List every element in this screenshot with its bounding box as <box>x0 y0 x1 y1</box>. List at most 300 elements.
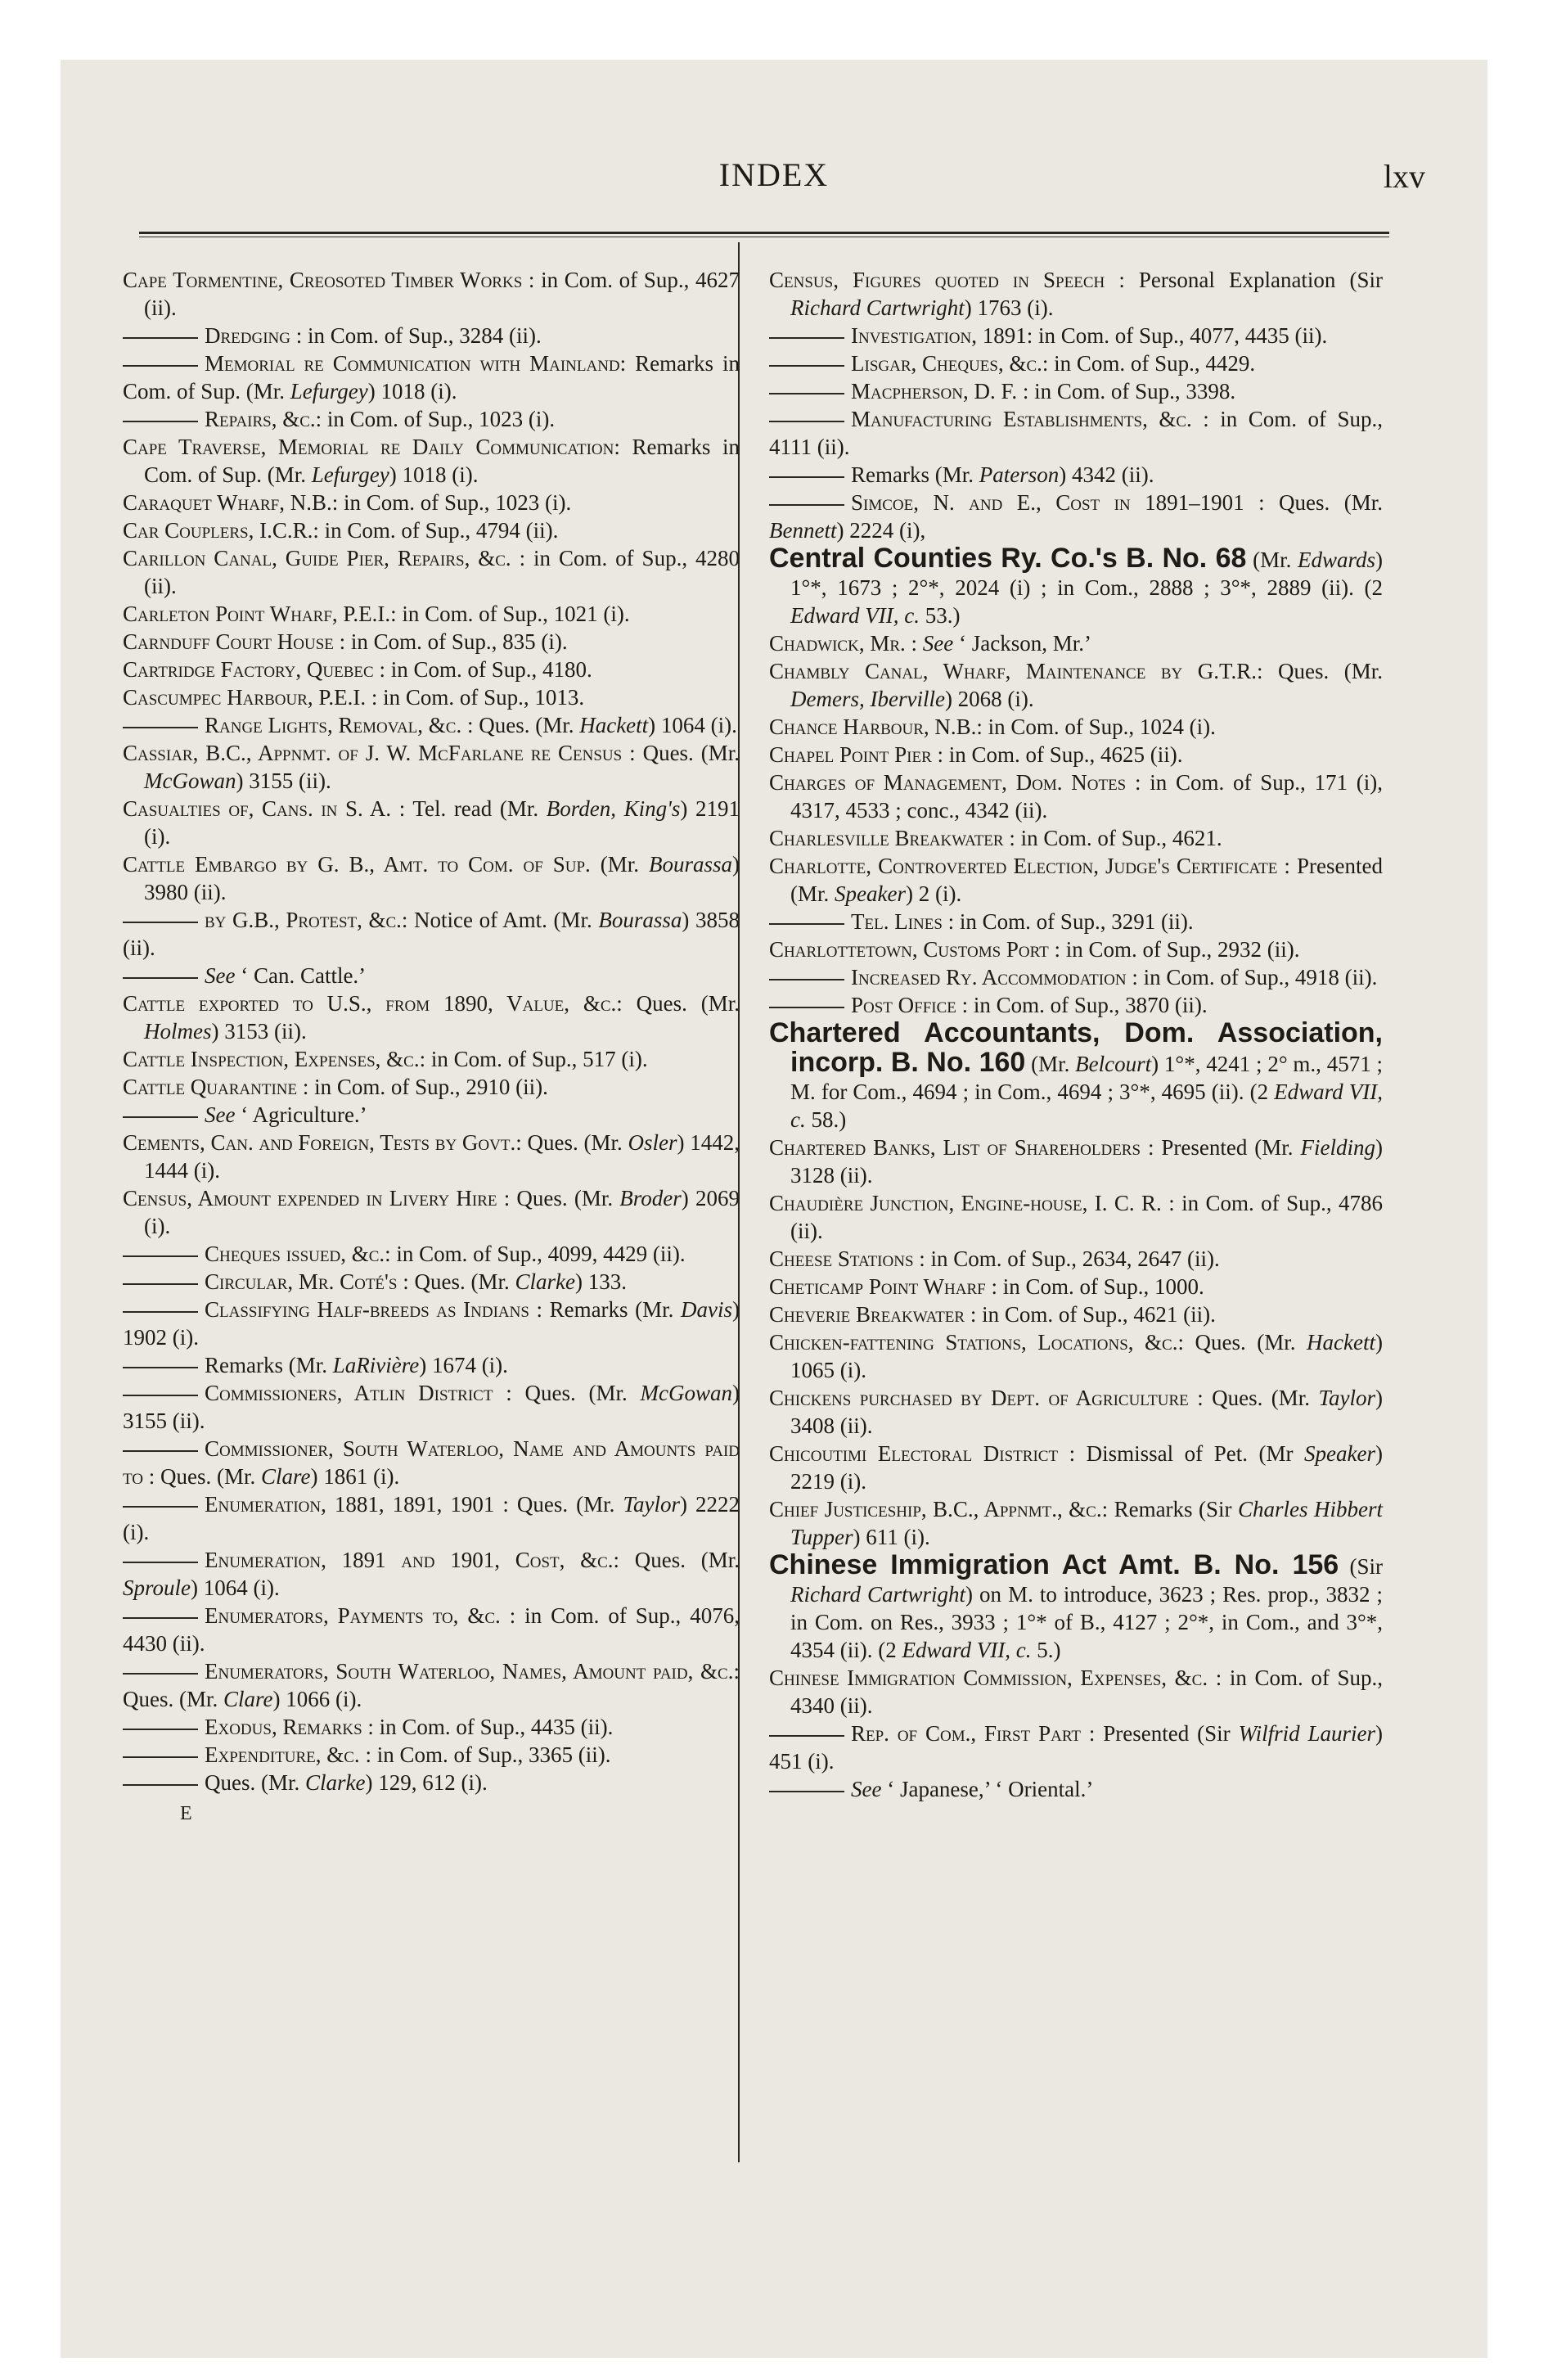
entry-name: See <box>851 1777 882 1801</box>
entry-text: : Presented (Mr. <box>790 854 1383 906</box>
repeat-dash <box>123 1784 198 1786</box>
entry-text: ) 1861 (i). <box>310 1464 400 1489</box>
entry-text: : Tel. read (Mr. <box>391 796 547 821</box>
bill-heading: Chinese Immigration Act Amt. B. No. 156 <box>769 1549 1339 1580</box>
entry-text: ) 1064 (i). <box>191 1575 280 1600</box>
entry-text: ) 1066 (i). <box>272 1687 362 1711</box>
entry-name: Richard Cartwright <box>790 295 965 320</box>
index-entry <box>123 544 740 600</box>
entry-name: Edward VII, c. <box>790 1080 1383 1132</box>
entry-heading: Macpherson, D. F. <box>851 379 1018 403</box>
entry-text: : Ques. (Mr. <box>497 1186 620 1210</box>
index-subentry <box>769 908 1383 935</box>
entry-heading: Carillon Canal, Guide Pier, Repairs, &c. <box>123 546 511 570</box>
entry-text: : Ques. (Mr. <box>515 1130 628 1155</box>
entry-text: 5.) <box>1031 1638 1061 1662</box>
entry-heading: Chinese Immigration Commission, Expenses, &c. <box>769 1666 1208 1690</box>
index-subentry <box>769 991 1383 1019</box>
index-entry <box>123 1073 740 1101</box>
index-entry <box>769 1300 1383 1328</box>
index-entry <box>123 1184 740 1240</box>
entry-text: ) 129, 612 (i). <box>365 1770 488 1795</box>
repeat-dash <box>123 1756 198 1758</box>
entry-text: : in Com. of Sup., 3291 (ii). <box>942 909 1194 934</box>
entry-text: : <box>905 631 923 656</box>
index-subentry <box>123 1769 740 1796</box>
entry-text: : in Com. of Sup., 2932 (ii). <box>1048 937 1300 962</box>
entry-text: : in Com. of Sup., 4621 (ii). <box>965 1302 1216 1327</box>
entry-text: : in Com. of Sup., 4077, 4435 (ii). <box>1026 323 1328 348</box>
entry-text: ‘ Can. Cattle.’ <box>235 963 367 988</box>
entry-text: : in Com. of Sup., 1024 (i). <box>976 714 1216 739</box>
entry-text: : Notice of Amt. (Mr. <box>401 908 599 932</box>
index-entry <box>769 713 1383 741</box>
entry-name: Broder <box>619 1186 682 1210</box>
entry-text: ) 3155 (ii). <box>236 769 331 793</box>
index-entry <box>769 1328 1383 1384</box>
entry-name: Edward VII, c. <box>790 603 920 628</box>
entry-heading: Tel. Lines <box>851 909 943 934</box>
entry-heading: Rep. of Com., First Part <box>851 1721 1081 1746</box>
entry-text: ) 133. <box>574 1269 627 1294</box>
page-title: INDEX <box>718 156 830 193</box>
entry-text: (Mr. <box>590 852 649 877</box>
entry-heading: Enumeration, 1891 and 1901, Cost, &c. <box>205 1548 614 1572</box>
repeat-dash <box>769 1791 844 1792</box>
repeat-dash <box>123 1729 198 1730</box>
entry-heading: Chicoutimi Electoral District <box>769 1441 1059 1466</box>
right-column <box>769 266 1383 1803</box>
entry-text: ) 3980 (ii). <box>144 852 740 904</box>
entry-text: : in Com. of Sup., 4429. <box>1042 351 1256 376</box>
entry-name: Holmes <box>144 1019 212 1044</box>
index-subentry <box>123 1268 740 1296</box>
entry-text: ) 2068 (i). <box>944 687 1034 711</box>
entry-heading: Dredging <box>205 323 290 348</box>
index-subentry <box>769 377 1383 405</box>
entry-name: Charles Hibbert Tupper <box>790 1497 1383 1549</box>
index-entry <box>769 1495 1383 1551</box>
index-entry <box>123 850 740 906</box>
entry-heading: Increased Ry. Accommodation <box>851 965 1127 989</box>
entry-text: : Ques. (Mr. <box>493 1381 641 1405</box>
entry-name: Clarke <box>305 1770 366 1795</box>
entry-text: : Ques. (Mr. <box>622 741 740 765</box>
entry-name: Demers, Iberville <box>790 687 945 711</box>
index-subentry <box>123 1379 740 1435</box>
entry-name: Speaker <box>1304 1441 1375 1466</box>
repeat-dash <box>769 1735 844 1737</box>
entry-name: Clarke <box>515 1269 575 1294</box>
entry-text: ) 3155 (ii). <box>123 1381 740 1433</box>
entry-heading: Carleton Point Wharf, P.E.I. <box>123 602 391 626</box>
entry-text: : in Com. of Sup., 2634, 2647 (ii). <box>913 1246 1220 1271</box>
entry-text: : Ques. (Mr. <box>1177 1330 1307 1355</box>
index-entry <box>769 852 1383 908</box>
index-entry <box>123 433 740 489</box>
entry-text: (Sir <box>1339 1554 1383 1579</box>
entry-name: Edwards <box>1298 548 1376 572</box>
index-subentry <box>123 322 740 349</box>
entry-text: : Dismissal of Pet. (Mr <box>1058 1441 1305 1466</box>
index-subentry <box>769 349 1383 377</box>
repeat-dash <box>123 922 198 923</box>
index-entry <box>769 935 1383 963</box>
index-subentry <box>123 1657 740 1713</box>
entry-text: : in Com. of Sup., 1000. <box>985 1274 1204 1299</box>
entry-name: Richard Cartwright <box>790 1582 966 1607</box>
index-entry <box>123 489 740 516</box>
entry-name: Fielding <box>1300 1135 1375 1160</box>
entry-name: Sproule <box>123 1575 191 1600</box>
entry-heading: Cascumpec Harbour, P.E.I. <box>123 685 367 710</box>
page-number: lxv <box>1383 158 1425 195</box>
index-entry <box>123 516 740 544</box>
entry-heading: Cheverie Breakwater <box>769 1302 965 1327</box>
index-entry <box>769 1384 1383 1440</box>
entry-name: Hackett <box>1307 1330 1375 1355</box>
entry-heading: Investigation, 1891 <box>851 323 1027 348</box>
entry-heading: Classifying Half-breeds as Indians <box>205 1297 529 1322</box>
entry-text: : in Com. of Sup., 2910 (ii). <box>297 1075 548 1099</box>
entry-heading: Cattle Embargo by G. B., Amt. to Com. of Sup. <box>123 852 591 877</box>
index-subentry <box>123 1741 740 1769</box>
repeat-dash <box>769 1007 844 1008</box>
entry-text: : Ques. (Mr. <box>494 1492 623 1517</box>
repeat-dash <box>123 1255 198 1257</box>
entry-heading: Charlottetown, Customs Port <box>769 937 1049 962</box>
entry-text: : in Com. of Sup., 4794 (ii). <box>313 518 559 543</box>
entry-heading: Cheticamp Point Wharf <box>769 1274 986 1299</box>
index-entry <box>769 824 1383 852</box>
index-subentry <box>123 1240 740 1268</box>
repeat-dash <box>769 421 844 422</box>
entry-heading: Charges of Management, Dom. Notes <box>769 770 1127 795</box>
index-entry <box>769 1019 1383 1134</box>
index-subentry <box>769 1720 1383 1775</box>
index-subentry <box>123 1490 740 1546</box>
entry-heading: Exodus, Remarks <box>205 1715 362 1739</box>
entry-heading: Chambly Canal, Wharf, Maintenance by G.T.R. <box>769 659 1257 683</box>
repeat-dash <box>123 1617 198 1619</box>
index-subentry <box>769 405 1383 461</box>
entry-heading: Census, Amount expended in Livery Hire <box>123 1186 497 1210</box>
repeat-dash <box>769 979 844 980</box>
left-column <box>123 266 740 1828</box>
entry-text: ‘ Agriculture.’ <box>235 1102 367 1127</box>
entry-name: See <box>205 1102 236 1127</box>
entry-heading: Cattle Inspection, Expenses, &c. <box>123 1047 420 1071</box>
entry-text: ) 1065 (i). <box>790 1330 1383 1382</box>
signature-mark: E <box>180 1803 192 1824</box>
entry-text: : Ques. (Mr. <box>123 1659 740 1711</box>
entry-text: ) 1018 (i). <box>389 462 479 487</box>
entry-heading: Commissioner, South Waterloo, Name and Amounts paid to <box>123 1436 740 1489</box>
index-subentry <box>123 1713 740 1741</box>
index-subentry <box>123 906 740 962</box>
index-entry <box>123 1045 740 1073</box>
entry-heading: Cattle Quarantine <box>123 1075 298 1099</box>
repeat-dash <box>123 1450 198 1452</box>
index-subentry <box>123 1296 740 1351</box>
index-subentry <box>769 963 1383 991</box>
index-subentry <box>123 1546 740 1602</box>
entry-heading: Circular, Mr. Coté's <box>205 1269 398 1294</box>
entry-text: : Presented (Sir <box>1081 1721 1239 1746</box>
index-subentry <box>123 962 740 989</box>
repeat-dash <box>123 1506 198 1508</box>
entry-text: (Mr. <box>1025 1052 1076 1076</box>
entry-name: Wilfrid Laurier <box>1238 1721 1375 1746</box>
entry-text: : Ques. (Mr. <box>142 1464 261 1489</box>
entry-text: ) 2069 (i). <box>144 1186 740 1238</box>
index-entry <box>123 266 740 322</box>
entry-heading: Enumerators, South Waterloo, Names, Amount paid, &c. <box>205 1659 734 1684</box>
entry-text: : in Com. of Sup., 4627 (ii). <box>144 268 740 320</box>
entry-heading: Casualties of, Cans. in S. A. <box>123 796 392 821</box>
index-entry <box>123 795 740 850</box>
repeat-dash <box>769 393 844 394</box>
entry-heading: Chadwick, Mr. <box>769 631 906 656</box>
repeat-dash <box>769 365 844 367</box>
entry-name: Lefurgey <box>311 462 389 487</box>
entry-heading: Car Couplers, I.C.R. <box>123 518 313 543</box>
index-entry <box>769 1273 1383 1300</box>
entry-text: ) 1064 (i). <box>648 713 737 737</box>
repeat-dash <box>769 476 844 478</box>
entry-text: ) 4342 (ii). <box>1059 462 1154 487</box>
index-subentry <box>123 1351 740 1379</box>
repeat-dash <box>123 977 198 979</box>
entry-text: : Remarks in Com. of Sup. (Mr. <box>144 435 740 487</box>
repeat-dash <box>769 337 844 339</box>
entry-name: See <box>922 631 954 656</box>
entry-heading: Commissioners, Atlin District <box>205 1381 493 1405</box>
entry-heading: Census, Figures quoted in Speech <box>769 268 1105 292</box>
entry-text: ) 3858 (ii). <box>123 908 740 960</box>
index-entry <box>769 1134 1383 1189</box>
entry-heading: Cape Traverse, Memorial re Daily Communication <box>123 435 614 459</box>
entry-text: ) 3128 (ii). <box>790 1135 1383 1188</box>
entry-name: McGowan <box>640 1381 732 1405</box>
entry-heading: Chickens purchased by Dept. of Agriculture <box>769 1386 1189 1410</box>
entry-text: ) 3408 (ii). <box>790 1386 1383 1438</box>
entry-text: ) 611 (i). <box>853 1525 930 1549</box>
entry-heading: Chapel Point Pier <box>769 742 932 767</box>
entry-text: ) 2 (i). <box>905 881 962 906</box>
index-subentry <box>769 1775 1383 1803</box>
index-entry <box>123 683 740 711</box>
entry-heading: Range Lights, Removal, &c. <box>205 713 462 737</box>
repeat-dash <box>123 1562 198 1563</box>
entry-text: ) 1674 (i). <box>419 1353 508 1377</box>
entry-text: 53.) <box>919 603 961 628</box>
index-subentry <box>123 349 740 405</box>
index-entry <box>769 266 1383 322</box>
entry-name: Bourassa <box>649 852 733 877</box>
repeat-dash <box>123 421 198 422</box>
index-entry <box>123 628 740 656</box>
entry-text: : in Com. of Sup., 4621. <box>1003 826 1222 850</box>
entry-text: : in Com. of Sup., 835 (i). <box>333 629 568 654</box>
entry-heading: Expenditure, &c. <box>205 1742 360 1767</box>
entry-heading: Chance Harbour, N.B. <box>769 714 977 739</box>
entry-text: (Mr. <box>1246 548 1298 572</box>
repeat-dash <box>123 727 198 728</box>
entry-text: : in Com. of Sup., 4076, 4430 (ii). <box>123 1603 740 1656</box>
entry-name: Paterson <box>979 462 1060 487</box>
entry-heading: Caraquet Wharf, N.B. <box>123 490 332 515</box>
entry-heading: Chicken-fattening Stations, Locations, &c. <box>769 1330 1178 1355</box>
entry-heading: Chief Justiceship, B.C., Appnmt., &c. <box>769 1497 1102 1521</box>
entry-text: ) 1°*, 4241 ; 2° m., 4571 ; M. for Com., 4694 ; in Com., 4694 ; 3°*, 4695 (ii). (2 <box>790 1052 1383 1104</box>
entry-text: : in Com. of Sup., 4625 (ii). <box>931 742 1183 767</box>
entry-heading: Memorial re Communication with Mainland <box>205 351 620 376</box>
entry-text: : in Com. of Sup., 4435 (ii). <box>362 1715 614 1739</box>
entry-heading: Simcoe, N. and E., Cost in 1891–1901 <box>851 490 1244 515</box>
entry-text: : Ques. (Mr. <box>1244 490 1384 515</box>
entry-text: : in Com. of Sup., 4111 (ii). <box>769 407 1383 459</box>
index-entry <box>769 1664 1383 1720</box>
index-subentry <box>123 1602 740 1657</box>
entry-text: ) 2191 (i). <box>144 796 740 849</box>
repeat-dash <box>123 1311 198 1313</box>
entry-text: : in Com. of Sup., 517 (i). <box>419 1047 648 1071</box>
entry-text: Remarks (Mr. <box>851 462 979 487</box>
entry-text: : in Com. of Sup., 4918 (ii). <box>1126 965 1378 989</box>
entry-name: Taylor <box>1318 1386 1375 1410</box>
entry-text: ) 2219 (i). <box>790 1441 1383 1494</box>
entry-name: Clare <box>260 1464 311 1489</box>
entry-text: : Presented (Mr. <box>1141 1135 1301 1160</box>
index-entry <box>769 741 1383 769</box>
entry-heading: Carnduff Court House <box>123 629 334 654</box>
entry-text: : Ques. (Mr. <box>1256 659 1383 683</box>
entry-text: : in Com. of Sup., 1021 (i). <box>390 602 630 626</box>
entry-name: Speaker <box>835 881 906 906</box>
entry-text: : in Com. of Sup., 1023 (i). <box>331 490 572 515</box>
repeat-dash <box>123 1673 198 1675</box>
entry-text: : in Com. of Sup., 4340 (ii). <box>790 1666 1383 1718</box>
entry-name: LaRivière <box>332 1353 420 1377</box>
entry-name: Bennett <box>769 518 837 543</box>
index-entry <box>769 1245 1383 1273</box>
entry-text: ) 2222 (i). <box>123 1492 740 1544</box>
entry-text: : in Com. of Sup., 1013. <box>366 685 585 710</box>
index-entry <box>769 544 1383 629</box>
entry-name: See <box>205 963 236 988</box>
index-subentry <box>769 489 1383 544</box>
entry-heading: Chaudière Junction, Engine-house, I. C. R. <box>769 1191 1162 1215</box>
index-subentry <box>123 1435 740 1490</box>
entry-heading: Manufacturing Establishments, &c. <box>851 407 1192 431</box>
entry-heading: Cape Tormentine, Creosoted Timber Works <box>123 268 523 292</box>
index-subentry <box>769 322 1383 349</box>
index-entry <box>123 1129 740 1184</box>
entry-heading: Chartered Banks, List of Shareholders <box>769 1135 1141 1160</box>
index-entry <box>769 1189 1383 1245</box>
index-entry <box>123 989 740 1045</box>
index-entry <box>769 629 1383 657</box>
entry-text: : in Com. of Sup., 4280 (ii). <box>144 546 740 598</box>
repeat-dash <box>123 365 198 367</box>
entry-name: Osler <box>628 1130 677 1155</box>
repeat-dash <box>123 1116 198 1118</box>
index-subentry <box>123 1101 740 1129</box>
entry-text: ) 1°*, 1673 ; 2°*, 2024 (i) ; in Com., 2888 ; 3°*, 2889 (ii). (2 <box>790 548 1384 600</box>
entry-text: Remarks (Mr. <box>205 1353 333 1377</box>
repeat-dash <box>123 337 198 339</box>
entry-heading: Lisgar, Cheques, &c. <box>851 351 1042 376</box>
entry-text: : in Com. of Sup., 171 (i), 4317, 4533 ; conc., 4342 (ii). <box>790 770 1383 823</box>
bill-heading: Central Counties Ry. Co.'s B. No. 68 <box>769 543 1247 574</box>
entry-heading: Cheques issued, &c. <box>205 1242 385 1266</box>
entry-text: : Ques. (Mr. <box>616 991 740 1016</box>
index-subentry <box>123 405 740 433</box>
index-entry <box>769 657 1383 713</box>
entry-text: ) 1018 (i). <box>367 379 457 403</box>
entry-text: : in Com. of Sup., 3870 (ii). <box>956 993 1208 1017</box>
entry-text: : Remarks (Sir <box>1101 1497 1238 1521</box>
entry-text: : in Com. of Sup., 4099, 4429 (ii). <box>385 1242 686 1266</box>
entry-text: Ques. (Mr. <box>205 1770 305 1795</box>
entry-name: Taylor <box>623 1492 680 1517</box>
entry-heading: Cheese Stations <box>769 1246 914 1271</box>
index-entry <box>769 769 1383 824</box>
entry-heading: Cattle exported to U.S., from 1890, Value, &c. <box>123 991 617 1016</box>
entry-text: : Ques. (Mr. <box>461 713 580 737</box>
entry-text: : in Com. of Sup., 1023 (i). <box>315 407 556 431</box>
entry-text: ) 1902 (i). <box>123 1297 740 1350</box>
entry-heading: Cartridge Factory, Quebec <box>123 657 374 682</box>
entry-text: ‘ Jackson, Mr.’ <box>953 631 1091 656</box>
entry-text: ) 1442, 1444 (i). <box>144 1130 740 1183</box>
index-entry <box>769 1551 1383 1664</box>
entry-heading: Charlotte, Controverted Election, Judge's Certificate <box>769 854 1278 878</box>
entry-name: Borden, King's <box>546 796 681 821</box>
entry-text: : Personal Explanation (Sir <box>1105 268 1384 292</box>
index-subentry <box>769 461 1383 489</box>
repeat-dash <box>123 1283 198 1285</box>
entry-heading: Post Office <box>851 993 956 1017</box>
entry-text: 58.) <box>805 1107 847 1132</box>
entry-text: : in Com. of Sup., 3284 (ii). <box>290 323 542 348</box>
bill-heading: Chartered Accountants, Dom. Association, incorp. B. No. 160 <box>769 1017 1383 1078</box>
index-entry <box>123 739 740 795</box>
header-rule <box>139 232 1389 237</box>
entry-text: ‘ Japanese,’ ‘ Oriental.’ <box>881 1777 1094 1801</box>
entry-text: ) 3153 (ii). <box>211 1019 307 1044</box>
entry-text: : Ques. (Mr. <box>613 1548 740 1572</box>
entry-name: McGowan <box>144 769 236 793</box>
entry-heading: Charlesville Breakwater <box>769 826 1004 850</box>
entry-text: ) 451 (i). <box>769 1721 1383 1774</box>
entry-text: : in Com. of Sup., 3365 (ii). <box>359 1742 611 1767</box>
index-entry <box>769 1440 1383 1495</box>
entry-text: : Ques. (Mr. <box>397 1269 515 1294</box>
entry-text: ) on M. to introduce, 3623 ; Res. prop., 3832 ; in Com. on Res., 3933 ; 1°* of B., 4127 ; 2°*, in Com., and 3°*, 4354 (ii). (2 <box>790 1582 1383 1662</box>
entry-text: : in Com. of Sup., 3398. <box>1017 379 1236 403</box>
entry-text: ) 2224 (i), <box>836 518 926 543</box>
index-subentry <box>123 711 740 739</box>
repeat-dash <box>769 504 844 506</box>
entry-heading: Enumerators, Payments to, &c. <box>205 1603 501 1628</box>
entry-name: Davis <box>680 1297 732 1322</box>
entry-heading: Enumeration, 1881, 1891, 1901 <box>205 1492 495 1517</box>
entry-text: : in Com. of Sup., 4180. <box>373 657 592 682</box>
entry-text: : in Com. of Sup., 4786 (ii). <box>790 1191 1383 1243</box>
entry-name: Edward VII, c. <box>902 1638 1032 1662</box>
